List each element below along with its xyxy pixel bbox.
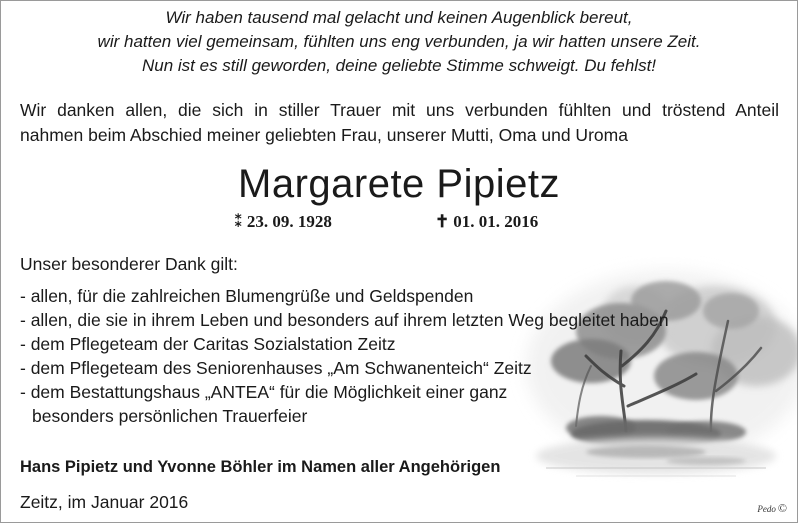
family-signature: Hans Pipietz und Yvonne Böhler im Namen aller Angehörigen: [20, 458, 501, 476]
thanks-list-item: - dem Pflegeteam des Seniorenhauses „Am Schwanenteich“ Zeitz: [20, 358, 532, 378]
poem-line: wir hatten viel gemeinsam, fühlten uns eng verbunden, ja wir hatten unsere Zeit.: [97, 32, 701, 51]
thanks-list-item: - allen, für die zahlreichen Blumengrüße und Geldspenden: [20, 286, 474, 306]
thanks-list-item: - dem Bestattungshaus „ANTEA“ für die Möglichkeit einer ganz: [20, 382, 508, 402]
death-date-value: 01. 01. 2016: [453, 212, 539, 231]
memorial-poem: [1, 6, 797, 78]
copyright-icon: ©: [777, 501, 787, 515]
intro-line: nahmen beim Abschied meiner geliebten Frau, unserer Mutti, Oma und Uroma: [20, 125, 628, 145]
poem-line: Nun ist es still geworden, deine geliebte Stimme schweigt. Du fehlst!: [141, 56, 657, 75]
poem-line: Wir haben tausend mal gelacht und keinen Augenblick bereut,: [165, 8, 633, 27]
thanks-intro: [20, 98, 779, 148]
intro-line: Wir danken allen, die sich in stiller Trauer mit uns verbunden fühlten und tröstend Anteil: [20, 100, 779, 120]
place-and-date: Zeitz, im Januar 2016: [20, 492, 189, 512]
thanks-heading: Unser besonderer Dank gilt:: [20, 254, 238, 274]
birth-star-icon: ⁑: [234, 212, 243, 231]
artist-credit-text: Pedo: [757, 504, 776, 514]
artist-credit: [757, 501, 787, 516]
thanks-list-item-continuation: besonders persönlichen Trauerfeier: [32, 406, 308, 426]
thanks-list-item: - dem Pflegeteam der Caritas Sozialstation Zeitz: [20, 334, 396, 354]
birth-date: [234, 212, 332, 232]
thanks-list: [20, 284, 669, 428]
cross-icon: ✝: [435, 212, 450, 231]
life-dates: [1, 212, 798, 238]
death-date: [435, 212, 538, 232]
deceased-name: Margarete Pipietz: [238, 162, 560, 206]
thanks-list-item: - allen, die sie in ihrem Leben und besonders auf ihrem letzten Weg begleitet haben: [20, 310, 669, 330]
birth-date-value: 23. 09. 1928: [246, 212, 332, 231]
